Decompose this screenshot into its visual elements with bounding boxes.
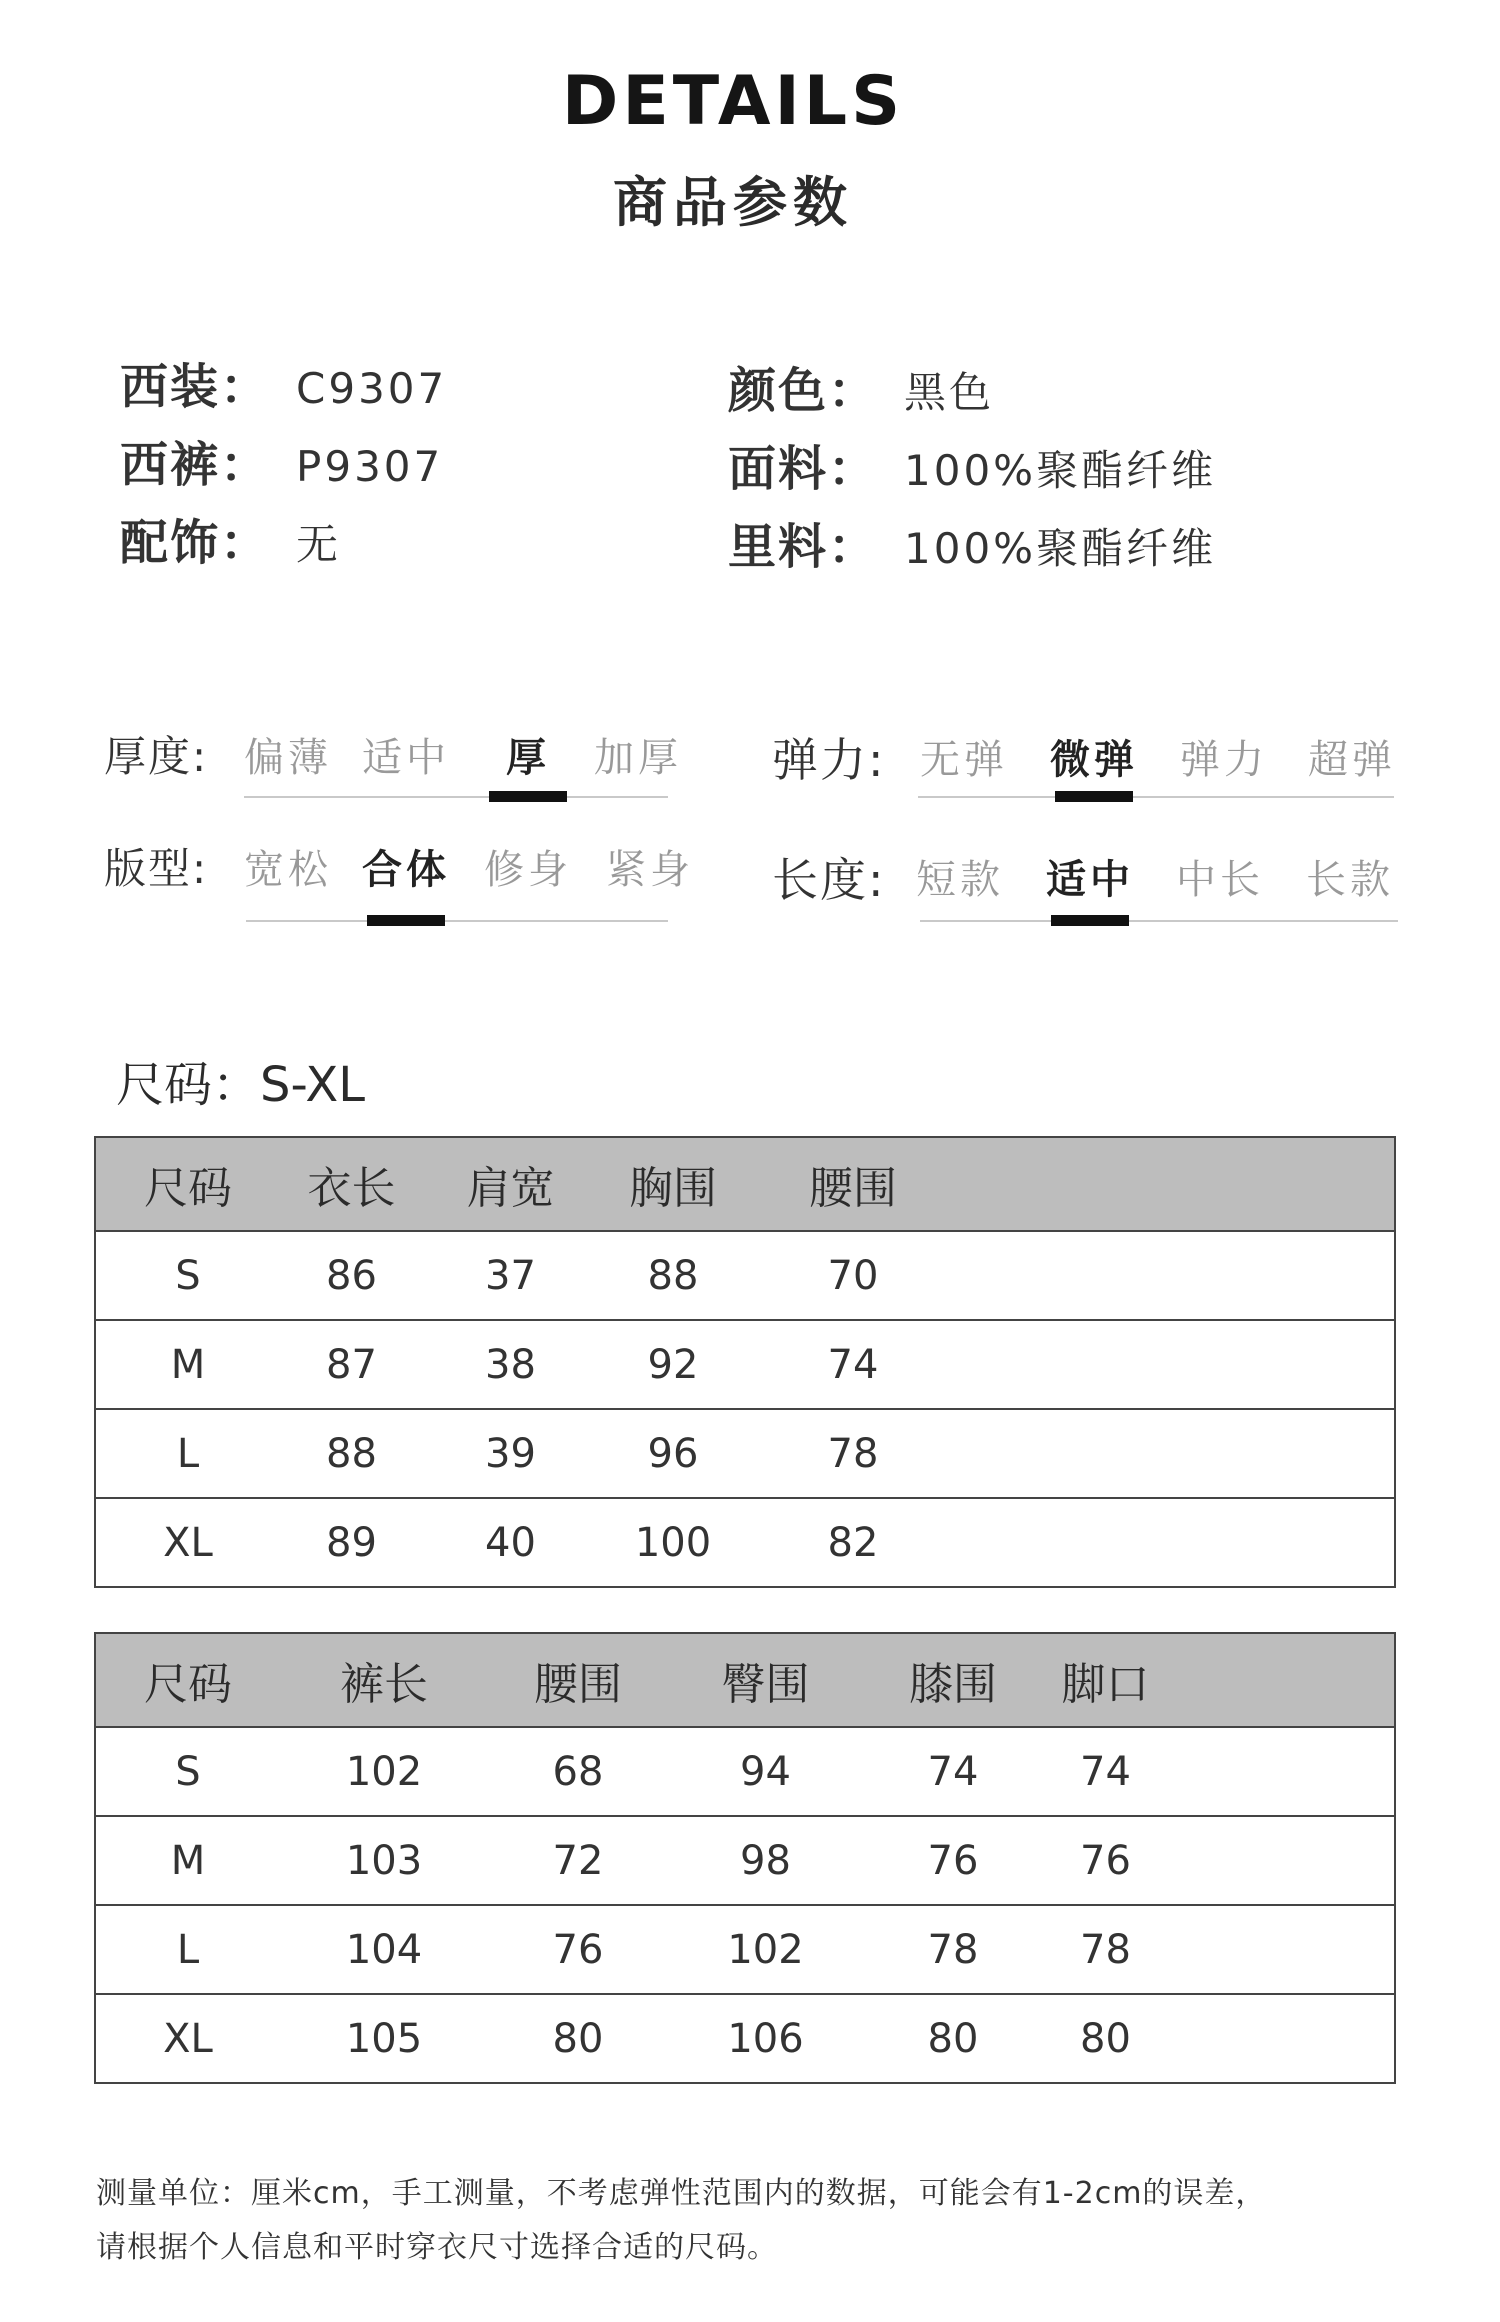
param-key: 西裤： [120,437,271,493]
table-row [95,1231,1395,1320]
table-cell: 103 [280,1816,488,1905]
table-cell [958,1409,1395,1498]
table-cell: 89 [326,1519,377,1566]
page-title-zh: 商品参数 [613,171,853,234]
table-cell: 78 [863,1905,1043,1994]
table-cell: 102 [668,1905,863,1994]
measurement-note-line-1: 测量单位：厘米cm，手工测量，不考虑弹性范围内的数据，可能会有1-2cm的误差， [96,2176,1267,2211]
size-range-heading: 尺码：S-XL [116,1057,366,1113]
table-cell: 70 [748,1231,958,1320]
table-cell: 94 [668,1727,863,1816]
table-header-cell: 胸围 [598,1137,748,1231]
table-header-cell: 衣长 [280,1137,423,1231]
table-header-row [95,1633,1395,1727]
rating-track [918,796,1394,798]
rating-option: 弹力 [1180,737,1268,783]
rating-option: 合体 [362,847,450,893]
rating-elasticity [772,724,1412,814]
rating-option: 长款 [1306,857,1394,903]
param-suit [120,348,447,417]
table-cell: 76 [863,1816,1043,1905]
page-title-en: DETAILS [561,62,905,141]
table-cell [1168,1905,1395,1994]
rating-option: 适中 [1046,857,1134,903]
table-cell: L [95,1409,280,1498]
table-cell: S [95,1727,280,1816]
rating-track [244,796,668,798]
table-cell: M [95,1320,280,1409]
table-header-cell: 肩宽 [423,1137,598,1231]
table-cell: 74 [1043,1727,1168,1816]
param-value: 100%聚酯纤维 [904,524,1217,573]
param-value: P9307 [296,442,444,491]
param-value: 黑色 [904,368,995,417]
table-cell: 88 [280,1409,423,1498]
table-header-cell: 尺码 [95,1633,280,1727]
table-header-cell: 尺码 [95,1137,280,1231]
param-key: 面料： [728,441,879,497]
table-cell: 100 [634,1519,712,1566]
table-header-cell: 腰围 [748,1137,958,1231]
rating-selected-marker [367,915,445,926]
table-cell [1168,1994,1395,2083]
table-cell: 80 [1080,2015,1131,2062]
rating-selected-marker [1055,791,1133,802]
table-row [95,1994,1395,2083]
table-row [95,1409,1395,1498]
table-cell: 92 [598,1320,748,1409]
rating-track [246,920,668,922]
param-value: 无 [296,520,342,569]
rating-option: 中长 [1176,857,1264,903]
table-cell: 37 [423,1231,598,1320]
table-row [95,1727,1395,1816]
rating-label: 长度: [772,853,886,907]
rating-label: 版型: [104,844,209,893]
rating-option: 宽松 [244,847,332,893]
rating-option: 微弹 [1050,737,1138,783]
param-key: 配饰： [120,515,271,571]
rating-selected-marker [489,791,567,802]
rating-fit [104,836,704,926]
rating-track [920,920,1398,922]
table-cell: 68 [488,1727,668,1816]
table-cell: 104 [280,1905,488,1994]
jacket-size-table [94,1136,1396,1588]
rating-option: 厚 [506,735,550,781]
table-cell: S [95,1231,280,1320]
table-cell: 40 [485,1519,536,1566]
rating-option: 偏薄 [244,735,332,781]
table-cell: 39 [423,1409,598,1498]
table-header-cell: 脚口 [1043,1633,1168,1727]
table-cell: 106 [727,2015,804,2062]
table-header-cell [1168,1633,1395,1727]
table-cell [1168,1816,1395,1905]
rating-option: 适中 [362,735,450,781]
table-cell: 78 [1043,1905,1168,1994]
table-cell: 86 [280,1231,423,1320]
rating-selected-marker [1051,915,1129,926]
param-lining [728,508,1216,577]
param-value: C9307 [296,364,448,413]
measurement-note-line-2: 请根据个人信息和平时穿衣尺寸选择合适的尺码。 [96,2230,778,2265]
table-row [95,1320,1395,1409]
rating-label: 厚度: [104,732,209,781]
table-cell: 82 [827,1519,879,1566]
table-cell: 98 [668,1816,863,1905]
table-cell: M [95,1816,280,1905]
table-cell: 74 [748,1320,958,1409]
param-key: 颜色： [728,363,879,419]
rating-thickness [104,724,684,814]
table-cell: 80 [927,2015,979,2062]
rating-option: 修身 [484,847,572,893]
trousers-size-table [94,1632,1396,2084]
table-header-cell: 裤长 [280,1633,488,1727]
table-cell: 78 [748,1409,958,1498]
table-cell: 88 [598,1231,748,1320]
table-row [95,1905,1395,1994]
rating-option: 无弹 [920,737,1008,783]
table-cell: XL [163,1519,213,1566]
rating-label: 弹力: [772,733,886,787]
table-row [95,1816,1395,1905]
table-cell [958,1498,1395,1587]
table-cell: XL [163,2015,213,2062]
param-key: 西装： [120,359,271,415]
table-cell: 96 [598,1409,748,1498]
rating-length [772,844,1412,934]
table-header-cell [958,1137,1395,1231]
table-cell [958,1231,1395,1320]
table-cell [1168,1727,1395,1816]
table-cell: 74 [863,1727,1043,1816]
table-cell: 76 [1043,1816,1168,1905]
param-key: 里料： [728,519,879,575]
table-cell: 87 [280,1320,423,1409]
rating-option: 超弹 [1308,737,1396,783]
param-fabric [728,430,1216,499]
table-cell: 102 [280,1727,488,1816]
table-header-cell: 膝围 [863,1633,1043,1727]
table-header-row [95,1137,1395,1231]
table-row [95,1498,1395,1587]
rating-option: 加厚 [594,735,682,781]
table-cell: 80 [552,2015,604,2062]
param-trousers [120,426,443,495]
param-value: 100%聚酯纤维 [904,446,1217,495]
rating-option: 紧身 [606,847,694,893]
table-cell: 72 [488,1816,668,1905]
table-header-cell: 腰围 [488,1633,668,1727]
param-accessory [120,504,341,573]
rating-option: 短款 [916,857,1004,903]
table-cell: 105 [345,2015,423,2062]
table-cell: 38 [423,1320,598,1409]
table-header-cell: 臀围 [668,1633,863,1727]
table-cell: 76 [488,1905,668,1994]
table-cell [958,1320,1395,1409]
param-color [728,352,994,421]
table-cell: L [95,1905,280,1994]
